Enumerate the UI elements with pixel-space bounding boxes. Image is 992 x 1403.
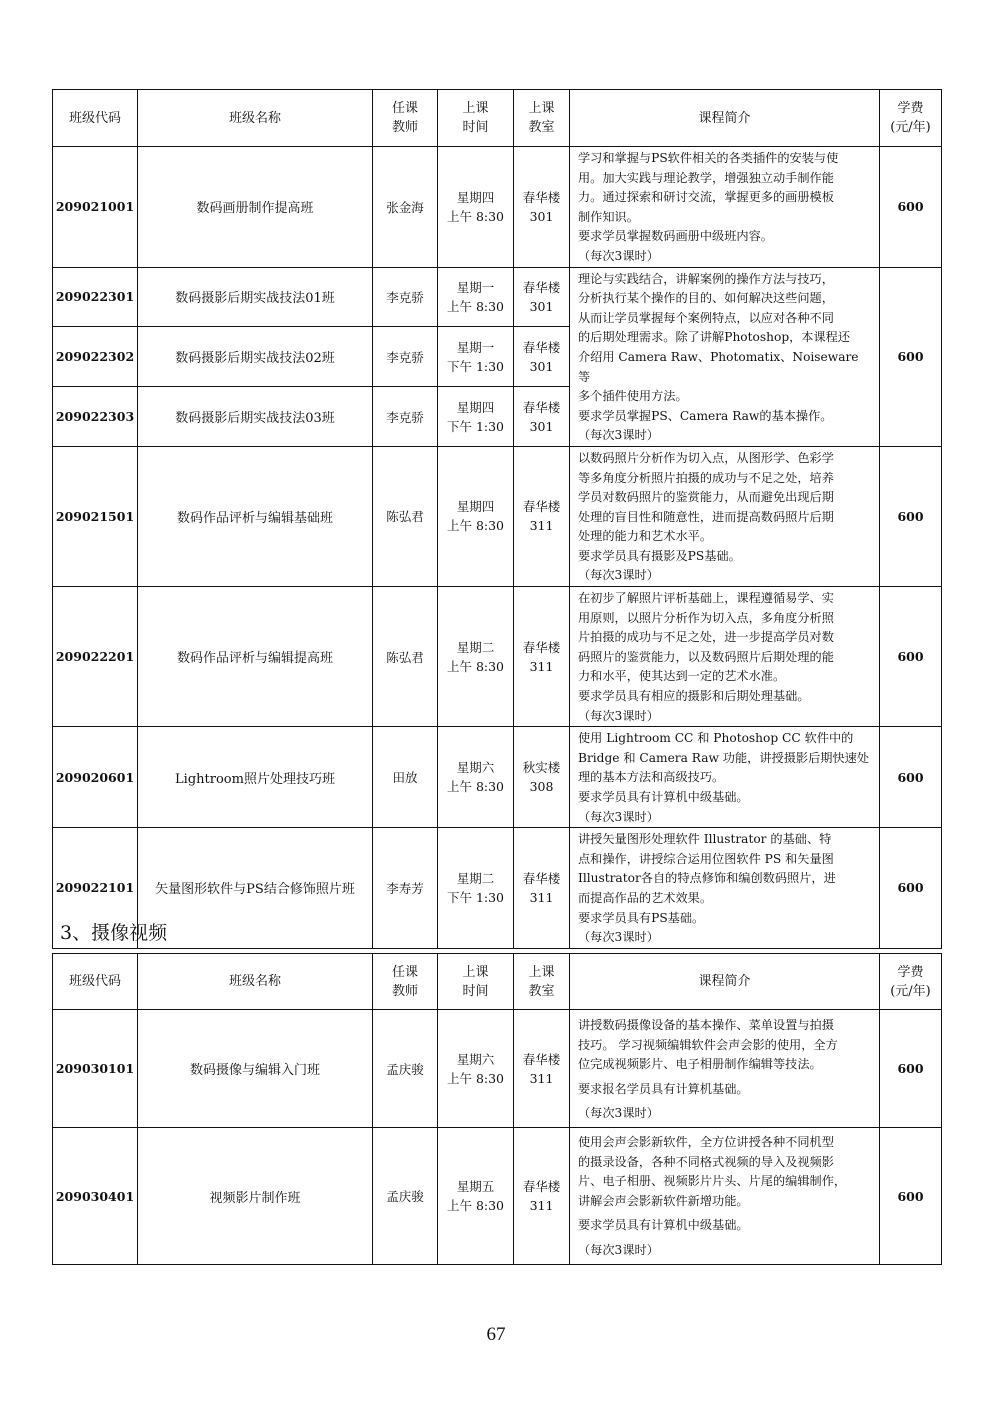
- header-room: 上课 教室: [514, 954, 570, 1010]
- course-intro: 学习和掌握与PS软件相关的各类插件的安装与使 用。加大实践与理论教学，增强独立动手制作能 力。通过探索和研讨交流，掌握更多的画册模板 制作知识。 要求学员掌握数码画册中级班内容。 （每次3课时）: [570, 147, 880, 268]
- teacher: 陈弘君: [373, 587, 438, 727]
- class-name: 数码摄影后期实战技法02班: [138, 327, 373, 387]
- classroom: 春华楼 311: [514, 587, 570, 727]
- header-code: 班级代码: [53, 90, 138, 147]
- class-name: 数码作品评析与编辑基础班: [138, 446, 373, 586]
- course-table-1: [52, 89, 942, 949]
- class-name: Lightroom照片处理技巧班: [138, 727, 373, 828]
- table-row: [53, 147, 942, 268]
- class-time: 星期一 下午 1:30: [438, 327, 514, 387]
- classroom: 春华楼 301: [514, 387, 570, 447]
- class-time: 星期二 下午 1:30: [438, 828, 514, 949]
- teacher: 张金海: [373, 147, 438, 268]
- course-intro: 讲授数码摄像设备的基本操作、菜单设置与拍摄 技巧。 学习视频编辑软件会声会影的使用，全方 位完成视频影片、电子相册制作编辑等技法。 要求报名学员具有计算机基础。 （每次3课时）: [570, 1010, 880, 1128]
- class-time: 星期六 上午 8:30: [438, 727, 514, 828]
- class-code: 209022201: [53, 587, 138, 727]
- course-intro: 使用会声会影新软件，全方位讲授各种不同机型 的摄录设备，各种不同格式视频的导入及视频影 片、电子相册、视频影片片头、片尾的编辑制作， 讲解会声会影新软件新增功能。 要求学员具有计算机中级基础。 （每次3课时）: [570, 1128, 880, 1265]
- teacher: 李克骄: [373, 267, 438, 327]
- class-code: 209021501: [53, 446, 138, 586]
- class-name: 视频影片制作班: [138, 1128, 373, 1265]
- teacher: 陈弘君: [373, 446, 438, 586]
- tuition-fee: 600: [880, 147, 942, 268]
- teacher: 李寿芳: [373, 828, 438, 949]
- teacher: 孟庆骏: [373, 1010, 438, 1128]
- course-table-2: [52, 953, 942, 1265]
- table-header-row: [53, 90, 942, 147]
- classroom: 春华楼 311: [514, 828, 570, 949]
- tuition-fee: 600: [880, 267, 942, 446]
- header-teacher: 任课 教师: [373, 90, 438, 147]
- header-name: 班级名称: [138, 954, 373, 1010]
- class-time: 星期五 上午 8:30: [438, 1128, 514, 1265]
- course-intro: 使用 Lightroom CC 和 Photoshop CC 软件中的 Bridge 和 Camera Raw 功能，讲授摄影后期快速处 理的基本方法和高级技巧。 要求学员具有计算机中级基础。 （每次3课时）: [570, 727, 880, 828]
- class-code: 209022101: [53, 828, 138, 949]
- header-fee: 学费 (元/年): [880, 90, 942, 147]
- header-teacher: 任课 教师: [373, 954, 438, 1010]
- class-time: 星期四 上午 8:30: [438, 147, 514, 268]
- teacher: 田放: [373, 727, 438, 828]
- course-intro: 理论与实践结合，讲解案例的操作方法与技巧， 分析执行某个操作的目的、如何解决这些问题， 从而让学员掌握每个案例特点，以应对各种不同 的后期处理需求。除了讲解Photoshop，本课程还 介绍用 Camera Raw、Photomatix、Noiseware 等 多个插件使用方法。 要求学员掌握PS、Camera Raw的基本操作。 （每次3课时）: [570, 267, 880, 446]
- tuition-fee: 600: [880, 446, 942, 586]
- class-code: 209022303: [53, 387, 138, 447]
- tuition-fee: 600: [880, 727, 942, 828]
- classroom: 秋实楼 308: [514, 727, 570, 828]
- tuition-fee: 600: [880, 828, 942, 949]
- classroom: 春华楼 311: [514, 1128, 570, 1265]
- class-time: 星期一 上午 8:30: [438, 267, 514, 327]
- course-intro: 在初步了解照片评析基础上，课程遵循易学、实 用原则，以照片分析作为切入点，多角度分析照 片拍摄的成功与不足之处，进一步提高学员对数 码照片的鉴赏能力，以及数码照片后期处理的能 力和水平，使其达到一定的艺术水准。 要求学员具有相应的摄影和后期处理基础。 （每次3课时）: [570, 587, 880, 727]
- page-number: 67: [486, 1324, 506, 1345]
- class-name: 数码画册制作提高班: [138, 147, 373, 268]
- class-time: 星期六 上午 8:30: [438, 1010, 514, 1128]
- table-header-row: [53, 954, 942, 1010]
- table-row: [53, 727, 942, 828]
- class-code: 209030101: [53, 1010, 138, 1128]
- class-time: 星期二 上午 8:30: [438, 587, 514, 727]
- class-name: 数码作品评析与编辑提高班: [138, 587, 373, 727]
- table-row: [53, 828, 942, 949]
- teacher: 李克骄: [373, 387, 438, 447]
- header-room: 上课 教室: [514, 90, 570, 147]
- class-name: 数码摄影后期实战技法03班: [138, 387, 373, 447]
- classroom: 春华楼 311: [514, 1010, 570, 1128]
- table-row: [53, 1010, 942, 1128]
- tuition-fee: 600: [880, 1128, 942, 1265]
- class-code: 209021001: [53, 147, 138, 268]
- teacher: 李克骄: [373, 327, 438, 387]
- course-intro: 以数码照片分析作为切入点，从图形学、色彩学 等多角度分析照片拍摄的成功与不足之处，培养 学员对数码照片的鉴赏能力，从而避免出现后期 处理的盲目性和随意性，进而提高数码照片后期 处理的能力和艺术水平。 要求学员具有摄影及PS基础。 （每次3课时）: [570, 446, 880, 586]
- section-title: 3、摄像视频: [60, 922, 168, 944]
- table-row: [53, 267, 942, 327]
- header-code: 班级代码: [53, 954, 138, 1010]
- course-intro: 讲授矢量图形处理软件 Illustrator 的基础、特 点和操作，讲授综合运用位图软件 PS 和矢量图 Illustrator各自的特点修饰和编创数码照片，进 而提高作品的艺术效果。 要求学员具有PS基础。 （每次3课时）: [570, 828, 880, 949]
- header-intro: 课程简介: [570, 90, 880, 147]
- class-code: 209030401: [53, 1128, 138, 1265]
- class-name: 数码摄像与编辑入门班: [138, 1010, 373, 1128]
- class-code: 209020601: [53, 727, 138, 828]
- header-fee: 学费 (元/年): [880, 954, 942, 1010]
- table-row: [53, 446, 942, 586]
- classroom: 春华楼 301: [514, 147, 570, 268]
- header-name: 班级名称: [138, 90, 373, 147]
- class-code: 209022301: [53, 267, 138, 327]
- header-time: 上课 时间: [438, 954, 514, 1010]
- table-row: [53, 1128, 942, 1265]
- classroom: 春华楼 311: [514, 446, 570, 586]
- class-name: 数码摄影后期实战技法01班: [138, 267, 373, 327]
- teacher: 孟庆骏: [373, 1128, 438, 1265]
- class-code: 209022302: [53, 327, 138, 387]
- header-intro: 课程简介: [570, 954, 880, 1010]
- table-row: [53, 587, 942, 727]
- tuition-fee: 600: [880, 587, 942, 727]
- classroom: 春华楼 301: [514, 327, 570, 387]
- header-time: 上课 时间: [438, 90, 514, 147]
- class-time: 星期四 上午 8:30: [438, 446, 514, 586]
- class-name: 矢量图形软件与PS结合修饰照片班: [138, 828, 373, 949]
- tuition-fee: 600: [880, 1010, 942, 1128]
- classroom: 春华楼 301: [514, 267, 570, 327]
- class-time: 星期四 下午 1:30: [438, 387, 514, 447]
